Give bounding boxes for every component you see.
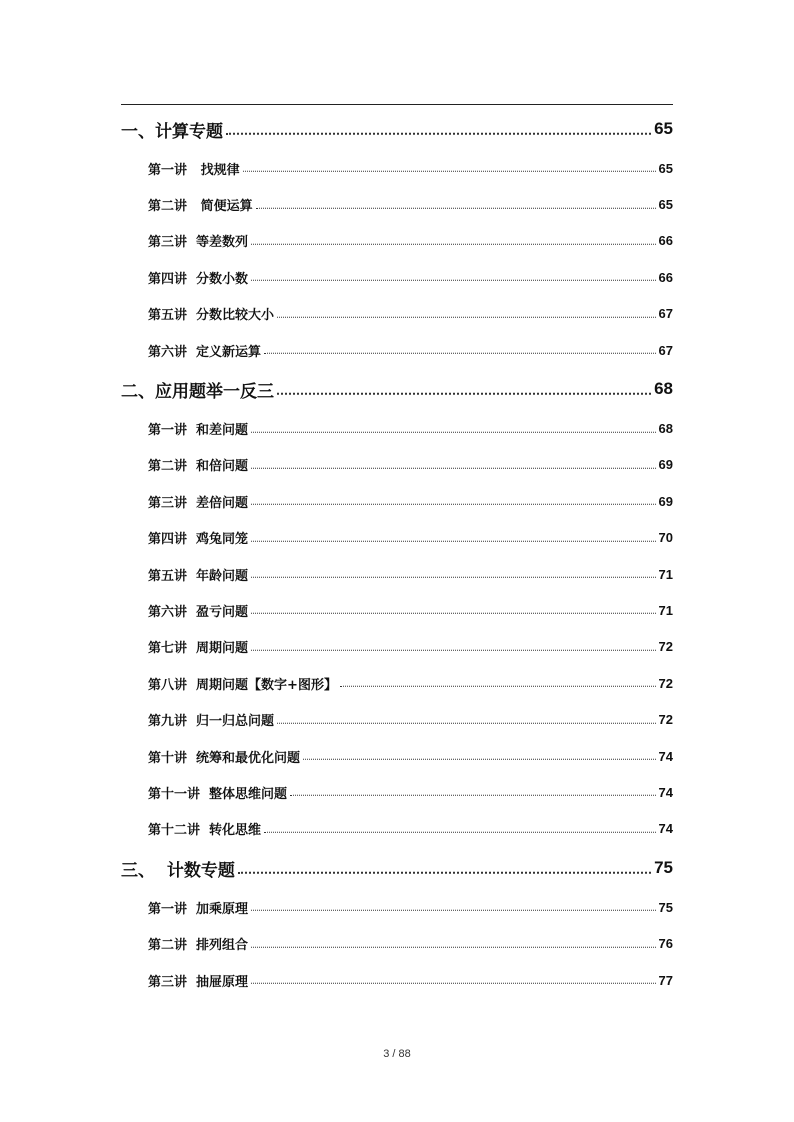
toc-lesson[interactable]: [121, 259, 673, 295]
table-of-contents: [121, 108, 673, 998]
toc-lesson-title: 第四讲 鸡兔同笼: [148, 532, 249, 548]
toc-lesson-page: 69: [658, 493, 673, 509]
toc-lesson-page: 74: [658, 748, 673, 764]
toc-lesson-page: 76: [658, 936, 673, 952]
toc-leader-dots: [256, 194, 656, 208]
toc-lesson[interactable]: [121, 889, 673, 925]
toc-lesson-page: 70: [658, 530, 673, 546]
toc-lesson-title: 第一讲 找规律: [148, 162, 240, 178]
toc-lesson-title: 第一讲 加乘原理: [148, 901, 249, 917]
toc-lesson-title: 第八讲 周期问题【数字+图形】: [148, 677, 337, 693]
toc-lesson-title: 第三讲 抽屉原理: [148, 974, 249, 990]
toc-lesson-page: 69: [658, 457, 673, 473]
toc-lesson-page: 72: [658, 675, 673, 691]
toc-lesson-title: 第六讲 盈亏问题: [148, 604, 249, 620]
toc-leader-dots: [290, 782, 655, 796]
toc-leader-dots: [277, 304, 655, 318]
toc-lesson-title: 第十讲 统筹和最优化问题: [148, 750, 301, 766]
toc-lesson[interactable]: [121, 296, 673, 332]
toc-lesson[interactable]: [121, 223, 673, 259]
toc-lesson[interactable]: [121, 332, 673, 368]
toc-lesson-title: 第二讲 和倍问题: [148, 459, 249, 475]
toc-lesson-title: 第三讲 差倍问题: [148, 495, 249, 511]
page-indicator: 3 / 88: [383, 1048, 411, 1060]
toc-section-page: 65: [654, 119, 673, 138]
toc-lesson-page: 67: [658, 342, 673, 358]
toc-lesson-page: 67: [658, 306, 673, 322]
toc-lesson[interactable]: [121, 774, 673, 810]
toc-lesson-page: 71: [658, 602, 673, 618]
toc-section[interactable]: [121, 108, 673, 150]
toc-leader-dots: [238, 854, 651, 873]
toc-leader-dots: [251, 231, 655, 245]
toc-lesson-page: 75: [658, 899, 673, 915]
toc-lesson-title: 第二讲 排列组合: [148, 938, 249, 954]
toc-lesson[interactable]: [121, 556, 673, 592]
toc-lesson-page: 65: [658, 160, 673, 176]
toc-lesson-page: 74: [658, 784, 673, 800]
toc-leader-dots: [251, 418, 655, 432]
toc-leader-dots: [340, 673, 656, 687]
toc-section-title: 三、 计数专题: [121, 860, 235, 881]
toc-lesson[interactable]: [121, 738, 673, 774]
toc-leader-dots: [264, 340, 655, 354]
toc-leader-dots: [264, 819, 655, 833]
toc-leader-dots: [251, 491, 655, 505]
toc-section-title: 二、应用题举一反三: [121, 381, 274, 402]
toc-lesson-page: 72: [658, 639, 673, 655]
toc-lesson[interactable]: [121, 592, 673, 628]
toc-leader-dots: [303, 746, 655, 760]
toc-section-title: 一、计算专题: [121, 121, 223, 142]
toc-leader-dots: [251, 600, 655, 614]
toc-lesson-title: 第五讲 分数比较大小: [148, 308, 275, 324]
toc-lesson-title: 第四讲 分数小数: [148, 271, 249, 287]
toc-leader-dots: [251, 933, 655, 947]
toc-lesson[interactable]: [121, 410, 673, 446]
toc-lesson[interactable]: [121, 629, 673, 665]
toc-lesson[interactable]: [121, 811, 673, 847]
toc-lesson-page: 72: [658, 712, 673, 728]
toc-leader-dots: [226, 115, 651, 134]
toc-lesson-title: 第十一讲 整体思维问题: [148, 786, 288, 802]
toc-leader-dots: [251, 637, 655, 651]
toc-leader-dots: [277, 709, 655, 723]
toc-leader-dots: [251, 267, 655, 281]
toc-leader-dots: [251, 455, 655, 469]
toc-leader-dots: [243, 158, 656, 172]
toc-lesson-title: 第六讲 定义新运算: [148, 344, 262, 360]
toc-lesson-page: 65: [658, 197, 673, 213]
header-rule: [121, 104, 673, 105]
toc-leader-dots: [251, 897, 655, 911]
toc-section[interactable]: [121, 368, 673, 410]
toc-lesson-page: 68: [658, 421, 673, 437]
toc-lesson[interactable]: [121, 701, 673, 737]
toc-leader-dots: [251, 527, 655, 541]
toc-leader-dots: [277, 376, 651, 395]
toc-lesson-page: 71: [658, 566, 673, 582]
toc-section[interactable]: [121, 847, 673, 889]
toc-lesson-page: 74: [658, 821, 673, 837]
toc-lesson[interactable]: [121, 150, 673, 186]
toc-lesson[interactable]: [121, 962, 673, 998]
toc-lesson-title: 第九讲 归一归总问题: [148, 714, 275, 730]
toc-lesson[interactable]: [121, 447, 673, 483]
toc-lesson-page: 77: [658, 972, 673, 988]
toc-lesson-page: 66: [658, 233, 673, 249]
toc-leader-dots: [251, 564, 655, 578]
toc-lesson[interactable]: [121, 483, 673, 519]
toc-lesson-title: 第五讲 年龄问题: [148, 568, 249, 584]
toc-section-page: 75: [654, 858, 673, 878]
toc-lesson[interactable]: [121, 186, 673, 222]
toc-lesson-title: 第一讲 和差问题: [148, 423, 249, 439]
toc-lesson-page: 66: [658, 269, 673, 285]
toc-lesson-title: 第三讲 等差数列: [148, 235, 249, 251]
toc-section-page: 68: [654, 379, 673, 399]
toc-lesson-title: 第二讲 简便运算: [148, 199, 253, 215]
toc-lesson-title: 第十二讲 转化思维: [148, 823, 262, 839]
toc-lesson-title: 第七讲 周期问题: [148, 641, 249, 657]
toc-lesson[interactable]: [121, 520, 673, 556]
toc-leader-dots: [251, 970, 655, 984]
toc-lesson[interactable]: [121, 925, 673, 961]
toc-lesson[interactable]: [121, 665, 673, 701]
